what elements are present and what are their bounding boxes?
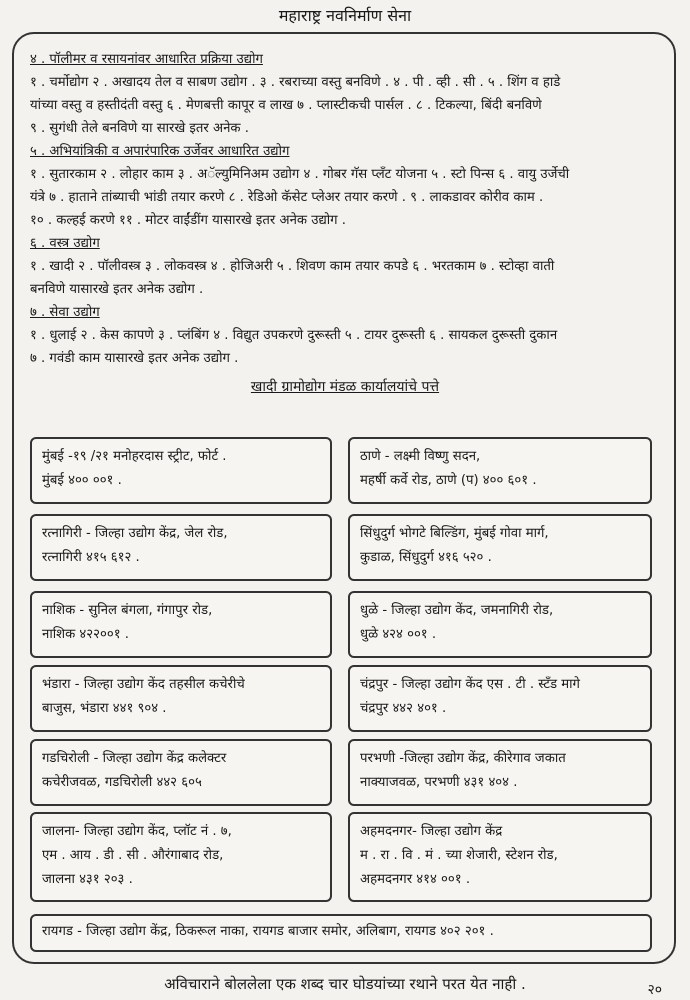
section-line: यांच्या वस्तु व हस्तीदंती वस्तु ६ . मेणबत्ती कापूर व लाख ७ . प्लास्टीकची पार्सल . ८ . टिकल्या, बिंदी बनविणे: [30, 98, 542, 113]
section-engineering: [30, 140, 660, 232]
address-box-nashik: [30, 591, 332, 658]
address-line: ठाणे - लक्ष्मी विष्णु सदन,: [360, 449, 481, 464]
section-line: १ . सुतारकाम २ . लोहार काम ३ . अॅल्युमिनिअम उद्योग ४ . गोबर गॅस प्लॅंट योजना ५ . स्टो पिन्स ६ . वायु उर्जेची: [30, 167, 570, 182]
section-polymer: [30, 48, 660, 140]
page-header: महाराष्ट्र नवनिर्माण सेना: [278, 6, 412, 25]
address-line: रायगड - जिल्हा उद्योग केंद्र, ठिकरूल नाका, रायगड बाजार समोर, अलिबाग, रायगड ४०२ २०१ .: [42, 924, 494, 939]
address-line: सिंधुदुर्ग भोगटे बिल्डिंग, मुंबई गोवा मार्ग,: [360, 526, 549, 541]
industries-content: [30, 48, 660, 399]
address-box-jalna: [30, 812, 332, 902]
section-textile: [30, 232, 660, 301]
section-line: ७ . गवंडी काम यासारखे इतर अनेक उद्योग .: [30, 351, 239, 366]
section-service: [30, 301, 660, 370]
address-box-chandrapur: [348, 665, 652, 732]
address-line: नाशिक ४२२००१ .: [42, 627, 129, 642]
address-box-ratnagiri: [30, 514, 332, 581]
address-box-gadchiroli: [30, 739, 332, 806]
address-line: रत्नागिरी - जिल्हा उद्योग केंद्र, जेल रोड,: [42, 526, 228, 541]
address-line: अहमदनगर ४१४ ००१ .: [360, 872, 471, 887]
section-line: १ . धुलाई २ . केस कापणे ३ . प्लंबिंग ४ . विद्युत उपकरणे दुरूस्ती ५ . टायर दुरूस्ती ६ . सायकल दुरूस्ती दुकान: [30, 328, 558, 343]
address-box-thane: [348, 437, 652, 504]
address-line: मुंबई -१९ /२१ मनोहरदास स्ट्रीट, फोर्ट .: [42, 449, 227, 464]
address-box-mumbai: [30, 437, 332, 504]
section-title: ७ . सेवा उद्योग: [30, 305, 100, 320]
section-title: ५ . अभियांत्रिकी व अपारंपारिक उर्जेवर आधारित उद्योग: [30, 144, 290, 159]
address-line: जालना- जिल्हा उद्योग केंद, प्लॉट नं . ७,: [42, 824, 232, 839]
address-line: धुळे ४२४ ००१ .: [360, 627, 437, 642]
address-line: महर्षी कर्वे रोड, ठाणे (प) ४०० ६०१ .: [360, 473, 537, 488]
address-line: भंडारा - जिल्हा उद्योग केंद तहसील कचेरीचे: [42, 677, 245, 692]
section-line: यंत्रे ७ . हाताने तांब्याची भांडी तयार करणे ८ . रेडिओ कॅसेट प्लेअर तयार करणे . ९ . लाकडावर कोरीव काम .: [30, 190, 544, 205]
address-line: रत्नागिरी ४१५ ६१२ .: [42, 550, 140, 565]
address-box-raigad: [30, 914, 652, 952]
section-line: १ . खादी २ . पॉलीवस्त्र ३ . लोकवस्त्र ४ . होजिअरी ५ . शिवण काम तयार कपडे ६ . भरतकाम ७ . स्टोव्हा वाती: [30, 259, 555, 274]
address-line: चंद्रपुर ४४२ ४०१ .: [360, 701, 447, 716]
address-box-parbhani: [348, 739, 652, 806]
section-line: बनविणे यासारखे इतर अनेक उद्योग .: [30, 282, 204, 297]
address-line: कचेरीजवळ, गडचिरोली ४४२ ६०५: [42, 775, 202, 790]
address-box-dhule: [348, 591, 652, 658]
section-title: ६ . वस्त्र उद्योग: [30, 236, 100, 251]
address-line: म . रा . वि . मं . च्या शेजारी, स्टेशन रोड,: [360, 848, 558, 863]
address-line: जालना ४३१ २०३ .: [42, 872, 133, 887]
address-line: नाक्याजवळ, परभणी ४३१ ४०४ .: [360, 775, 518, 790]
section-line: १० . कल्हई करणे ११ . मोटर वाईंडींग यासारखे इतर अनेक उद्योग .: [30, 213, 346, 228]
address-line: मुंबई ४०० ००१ .: [42, 473, 122, 488]
address-box-sindhudurg: [348, 514, 652, 581]
section-line: ९ . सुगंधी तेले बनविणे या सारखे इतर अनेक .: [30, 121, 249, 136]
footer-quote: अविचाराने बोललेला एक शब्द चार घोडयांच्या रथाने परत येत नाही .: [164, 975, 526, 993]
page-number: २०: [647, 982, 662, 998]
address-line: परभणी -जिल्हा उद्योग केंद्र, कीरेगाव जकात: [360, 751, 566, 766]
addresses-title: खादी ग्रामोद्योग मंडळ कार्यालयांचे पत्ते: [250, 379, 440, 395]
address-line: नाशिक - सुनिल बंगला, गंगापुर रोड,: [42, 603, 213, 618]
address-line: कुडाळ, सिंधुदुर्ग ४१६ ५२० .: [360, 550, 492, 565]
address-line: बाजुस, भंडारा ४४१ ९०४ .: [42, 701, 167, 716]
section-line: १ . चर्मोद्योग २ . अखादय तेल व साबण उद्योग . ३ . रबराच्या वस्तु बनविणे . ४ . पी . व्ही . सी . ५ . शिंग व हाडे: [30, 75, 561, 90]
address-line: एम . आय . डी . सी . औरंगाबाद रोड,: [42, 848, 224, 863]
address-box-ahmednagar: [348, 812, 652, 902]
address-line: चंद्रपुर - जिल्हा उद्योग केंद एस . टी . स्टॅंड मागे: [360, 677, 580, 692]
address-line: गडचिरोली - जिल्हा उद्योग केंद्र कलेक्टर: [42, 751, 227, 766]
address-box-bhandara: [30, 665, 332, 732]
section-title: ४ . पॉलीमर व रसायनांवर आधारित प्रक्रिया उद्योग: [30, 52, 263, 67]
address-line: धुळे - जिल्हा उद्योग केंद, जमनागिरी रोड,: [360, 603, 554, 618]
address-line: अहमदनगर- जिल्हा उद्योग केंद्र: [360, 824, 503, 839]
